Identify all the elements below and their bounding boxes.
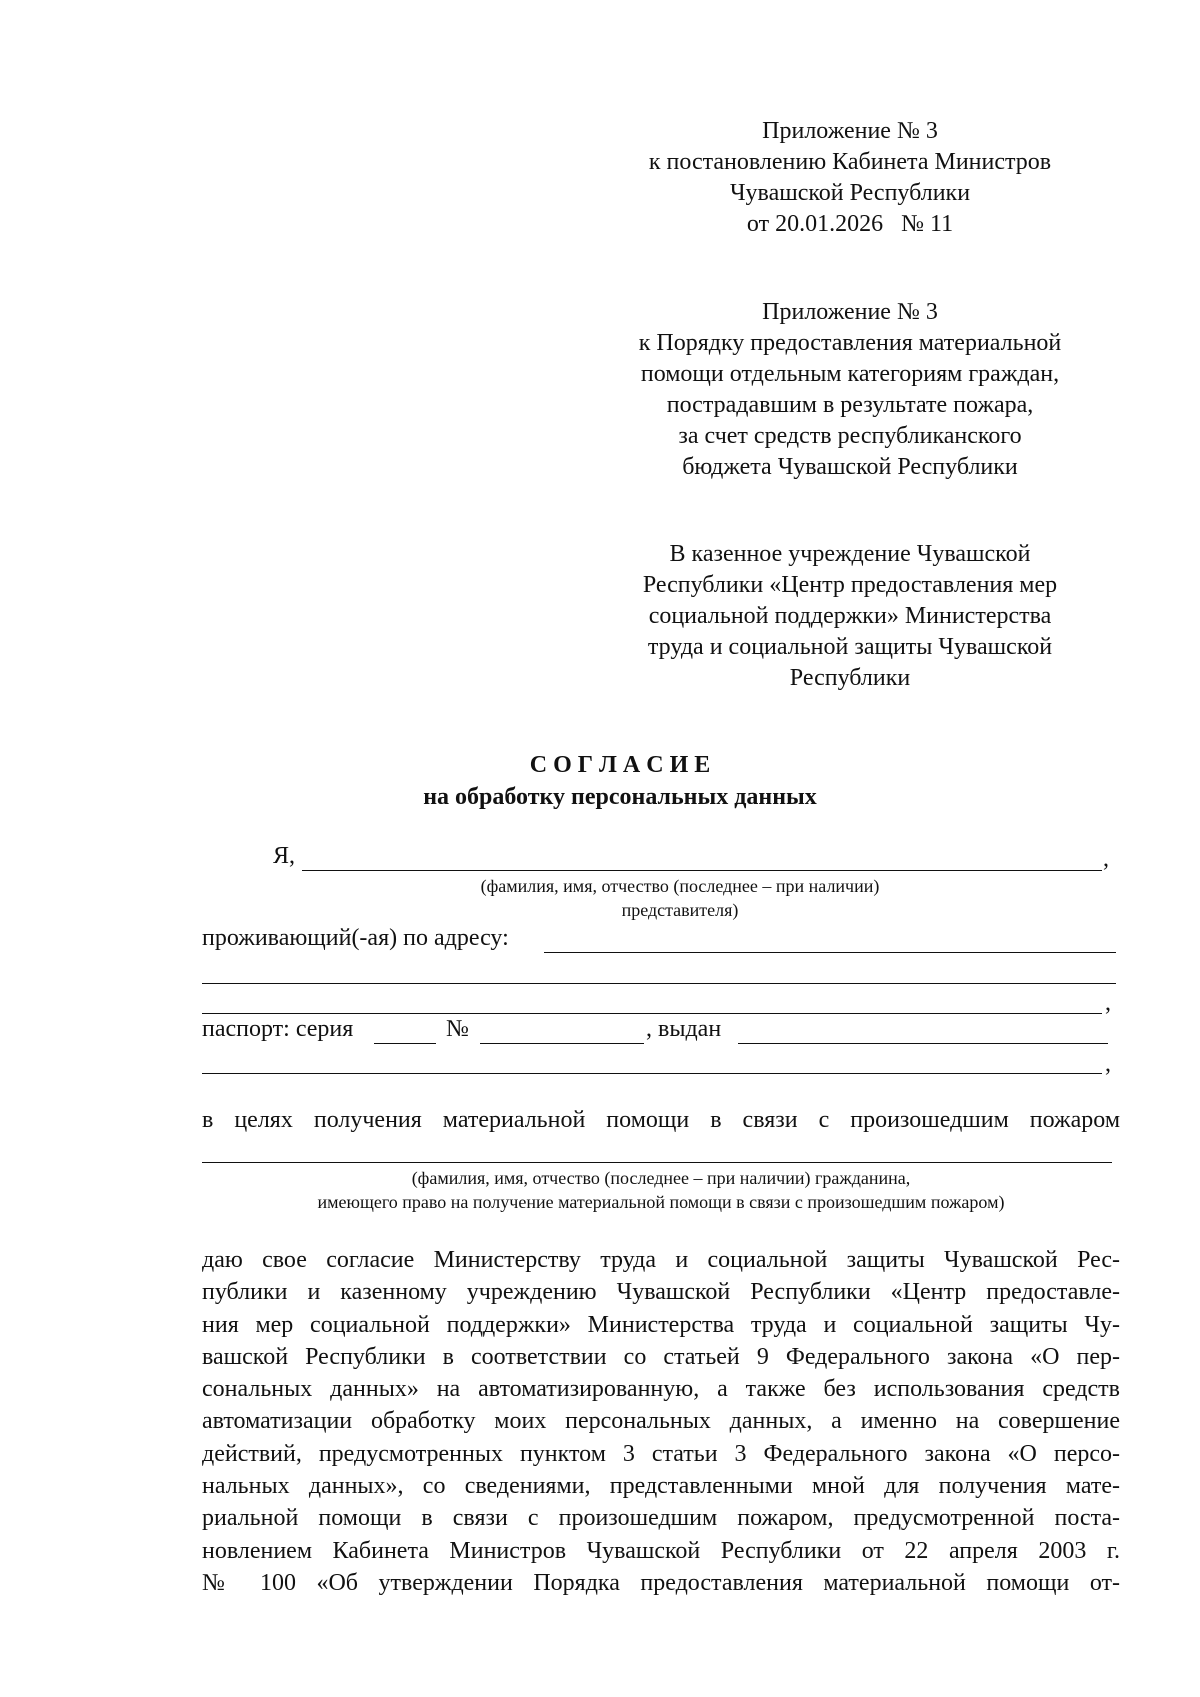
comma: , [1103, 846, 1109, 872]
issued-label: , выдан [646, 1016, 722, 1042]
body-line: публики и казенному учреждению Чувашской Республики «Центр предоставле- [202, 1279, 1120, 1306]
annex-header-procedure [620, 297, 1080, 483]
passport-series-line[interactable] [374, 1043, 436, 1044]
address-label: проживающий(-ая) по адресу: [202, 925, 509, 951]
comma: , [1105, 990, 1111, 1016]
representative-name-hint-1: (фамилия, имя, отчество (последнее – при наличии) [480, 876, 880, 896]
citizen-name-hint-1: (фамилия, имя, отчество (последнее – при наличии) гражданина, [411, 1168, 911, 1188]
addressee-line: Республики «Центр предоставления мер [642, 572, 1058, 598]
passport-number-line[interactable] [480, 1043, 644, 1044]
body-line: новлением Кабинета Министров Чувашской Республики от 22 апреля 2003 г. [202, 1537, 1120, 1564]
passport-label: паспорт: серия [202, 1016, 354, 1042]
header2-line: помощи отдельным категориям граждан, [640, 361, 1060, 387]
passport-issued-line-2[interactable] [202, 1073, 1102, 1074]
addressee-line: В казенное учреждение Чувашской [669, 541, 1031, 567]
header1-line: к постановлению Кабинета Министров [648, 149, 1052, 175]
header1-line: от 20.01.2026 № 11 [746, 211, 954, 237]
body-line: № 100 «Об утверждении Порядка предоставления материальной помощи от- [202, 1569, 1120, 1596]
addressee-line: социальной поддержки» Министерства [648, 603, 1052, 629]
header2-line: пострадавшим в результате пожара, [666, 392, 1034, 418]
addressee-line: Республики [789, 665, 911, 691]
body-line: нальных данных», со сведениями, представленными мной для получения мате- [202, 1473, 1120, 1500]
body-line: сональных данных» на автоматизированную, а также без использования средств [202, 1376, 1120, 1403]
purpose-text: в целях получения материальной помощи в связи с произошедшим пожаром [202, 1107, 1120, 1133]
body-line: риальной помощи в связи с произошедшим пожаром, предусмотренной поста- [202, 1505, 1120, 1532]
header2-line: за счет средств республиканского [678, 423, 1022, 449]
document-title: С О Г Л А С И Е [529, 752, 711, 778]
body-line: действий, предусмотренных пунктом 3 статьи 3 Федерального закона «О персо- [202, 1440, 1120, 1467]
comma: , [1105, 1051, 1111, 1077]
consent-body [202, 1244, 1120, 1599]
address-line-3[interactable] [202, 1013, 1102, 1014]
representative-name-line[interactable] [302, 870, 1102, 871]
header1-line: Чувашской Республики [729, 180, 971, 206]
body-line: даю свое согласие Министерству труда и социальной защиты Чувашской Рес- [202, 1247, 1120, 1273]
passport-issued-line-1[interactable] [738, 1043, 1108, 1044]
citizen-name-hint-2: имеющего право на получение материальной помощи в связи с произошедшим пожаром) [317, 1192, 1005, 1212]
passport-number-label: № [446, 1016, 469, 1042]
citizen-name-line[interactable] [202, 1162, 1112, 1163]
annex-header-resolution [620, 116, 1080, 240]
body-line: автоматизации обработку моих персональных данных, а именно на совершение [202, 1408, 1120, 1435]
i-label: Я, [273, 843, 296, 869]
header1-line: Приложение № 3 [762, 118, 938, 144]
header2-line: бюджета Чувашской Республики [682, 454, 1018, 480]
addressee-block [620, 539, 1080, 694]
representative-name-hint-2: представителя) [621, 900, 739, 920]
address-line-1[interactable] [544, 952, 1116, 953]
body-line: вашской Республики в соответствии со статьей 9 Федерального закона «О пер- [202, 1343, 1120, 1370]
header2-line: Приложение № 3 [762, 299, 938, 325]
addressee-line: труда и социальной защиты Чувашской [647, 634, 1053, 660]
address-line-2[interactable] [202, 983, 1116, 984]
document-subtitle: на обработку персональных данных [423, 784, 817, 810]
body-line: ния мер социальной поддержки» Министерства труда и социальной защиты Чу- [202, 1311, 1120, 1338]
header2-line: к Порядку предоставления материальной [638, 330, 1062, 356]
